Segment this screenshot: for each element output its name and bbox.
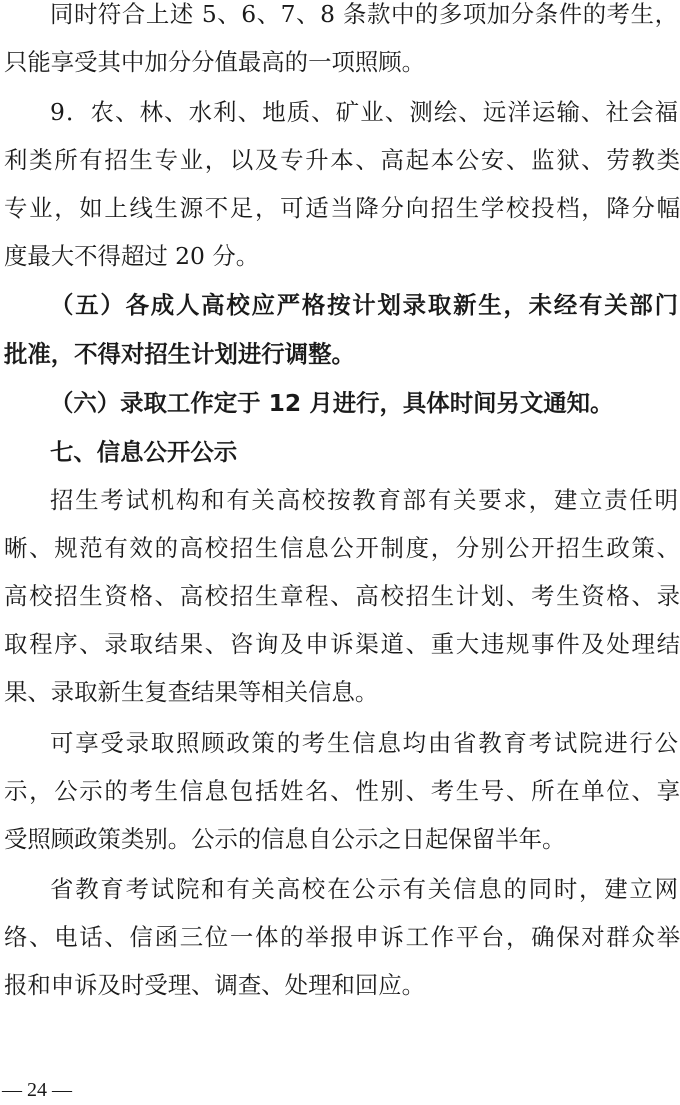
text-line-bold: 批准，不得对招生计划进行调整。 — [4, 340, 355, 368]
page-number: — 24 — — [2, 1079, 72, 1101]
text-line: 取程序、录取结果、咨询及申诉渠道、重大违规事件及处理结 — [4, 630, 680, 658]
text-line-bold: （五）各成人高校应严格按计划录取新生，未经有关部门 — [50, 291, 678, 319]
text-line: 招生考试机构和有关高校按教育部有关要求，建立责任明 — [50, 486, 678, 514]
text-line: 度最大不得超过 20 分。 — [4, 242, 260, 270]
section-heading: 七、信息公开公示 — [50, 438, 238, 466]
text-line: 9．农、林、水利、地质、矿业、测绘、远洋运输、社会福 — [50, 98, 678, 126]
text-line: 利类所有招生专业，以及专升本、高起本公安、监狱、劳教类 — [4, 146, 680, 174]
text-line: 只能享受其中加分分值最高的一项照顾。 — [4, 48, 426, 76]
text-line: 省教育考试院和有关高校在公示有关信息的同时，建立网 — [50, 875, 678, 903]
text-line: 示，公示的考生信息包括姓名、性别、考生号、所在单位、享 — [4, 777, 680, 805]
text-line: 高校招生资格、高校招生章程、高校招生计划、考生资格、录 — [4, 582, 680, 610]
text-line: 报和申诉及时受理、调查、处理和回应。 — [4, 971, 426, 999]
text-line: 受照顾政策类别。公示的信息自公示之日起保留半年。 — [4, 825, 566, 853]
text-line: 络、电话、信函三位一体的举报申诉工作平台，确保对群众举 — [4, 923, 680, 951]
text-line: 果、录取新生复查结果等相关信息。 — [4, 678, 379, 706]
text-line-bold: （六）录取工作定于 12 月进行，具体时间另文通知。 — [50, 389, 614, 417]
text-line: 同时符合上述 5、6、7、8 条款中的多项加分条件的考生， — [50, 0, 678, 28]
text-line: 专业，如上线生源不足，可适当降分向招生学校投档，降分幅 — [4, 194, 680, 222]
text-line: 晰、规范有效的高校招生信息公开制度，分别公开招生政策、 — [4, 534, 680, 562]
text-line: 可享受录取照顾政策的考生信息均由省教育考试院进行公 — [50, 729, 678, 757]
